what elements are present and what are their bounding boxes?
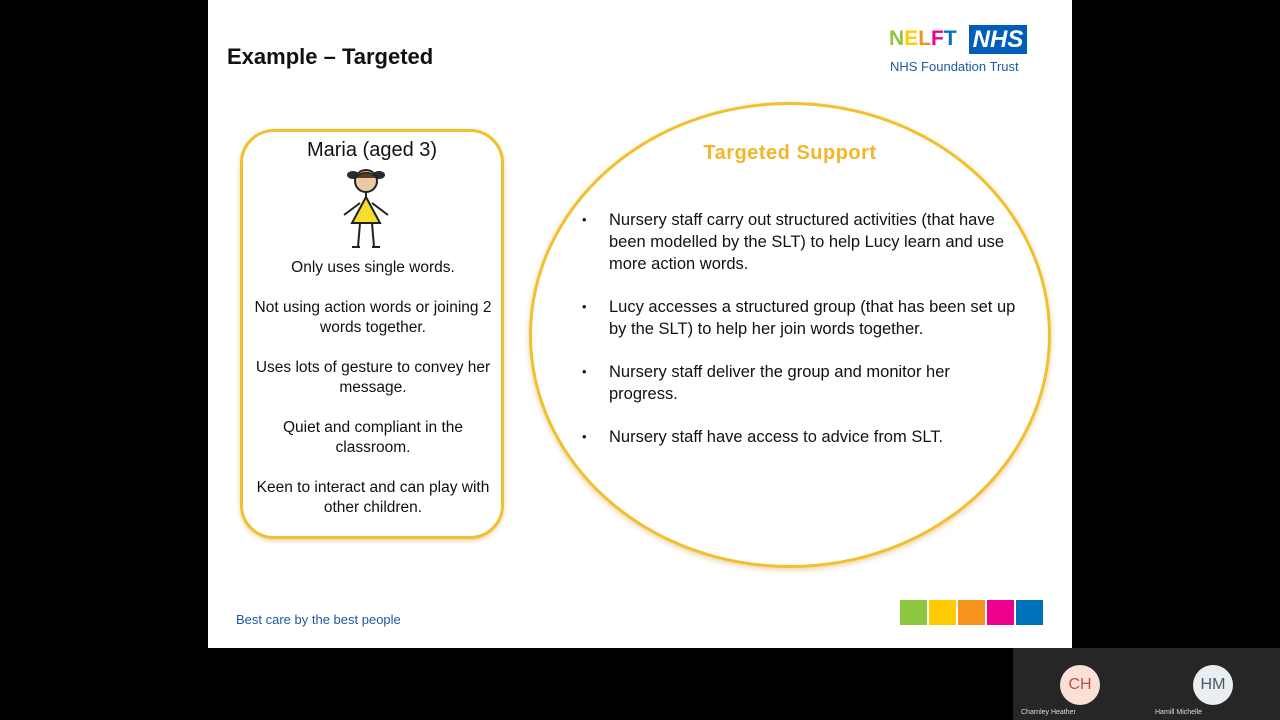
fact-item: Only uses single words.	[291, 259, 455, 276]
child-name: Maria (aged 3)	[306, 139, 438, 161]
bullet-icon: •	[582, 429, 587, 444]
trust-name: NHS Foundation Trust	[890, 59, 1019, 74]
color-square	[958, 600, 985, 625]
logo-letter: T	[943, 27, 957, 50]
color-square	[1016, 600, 1043, 625]
color-squares	[900, 600, 1043, 625]
fact-item: Keen to interact and can play with other children.	[256, 479, 490, 516]
support-item	[582, 361, 1022, 405]
nelft-nhs-logo	[889, 24, 1049, 80]
support-list	[582, 209, 1022, 469]
bullet-icon: •	[582, 212, 587, 227]
presentation-slide	[208, 0, 1072, 648]
bullet-icon: •	[582, 299, 587, 314]
child-profile-card	[240, 129, 504, 539]
logo-letter: L	[918, 27, 932, 50]
girl-figure-icon	[338, 165, 394, 251]
slide-title: Example – Targeted	[227, 44, 434, 69]
fact-item: Uses lots of gesture to convey her message.	[255, 359, 491, 396]
avatar: CH	[1060, 665, 1100, 705]
footer-tagline: Best care by the best people	[236, 612, 401, 627]
support-item-text: Nursery staff have access to advice from SLT.	[609, 428, 944, 446]
participant-tile[interactable]	[1146, 648, 1279, 720]
support-item	[582, 296, 1022, 340]
nelft-wordmark	[889, 27, 957, 51]
participant-strip	[1013, 648, 1280, 720]
targeted-support-circle	[529, 102, 1051, 568]
avatar: HM	[1193, 665, 1233, 705]
child-facts	[251, 258, 495, 538]
logo-letter: F	[931, 27, 944, 50]
nhs-logo-box: NHS	[969, 25, 1028, 54]
participant-name: Charnley Heather	[1021, 709, 1076, 716]
support-item-text: Lucy accesses a structured group (that has been set up by the SLT) to help her join words together.	[609, 298, 1016, 338]
fact-item: Quiet and compliant in the classroom.	[282, 419, 464, 456]
bullet-icon: •	[582, 364, 587, 379]
support-item	[582, 209, 1022, 275]
support-heading: Targeted Support	[703, 142, 877, 164]
color-square	[900, 600, 927, 625]
participant-tile[interactable]	[1013, 648, 1146, 720]
support-item-text: Nursery staff carry out structured activities (that have been modelled by the SLT) to help Lucy learn and use more action words.	[609, 211, 1005, 273]
logo-letter: N	[889, 27, 905, 50]
color-square	[987, 600, 1014, 625]
support-item-text: Nursery staff deliver the group and monitor her progress.	[609, 363, 950, 403]
color-square	[929, 600, 956, 625]
fact-item: Not using action words or joining 2 words together.	[254, 299, 492, 336]
support-item	[582, 426, 1022, 448]
participant-name: Hamill Michelle	[1155, 709, 1203, 716]
logo-letter: E	[904, 27, 919, 50]
